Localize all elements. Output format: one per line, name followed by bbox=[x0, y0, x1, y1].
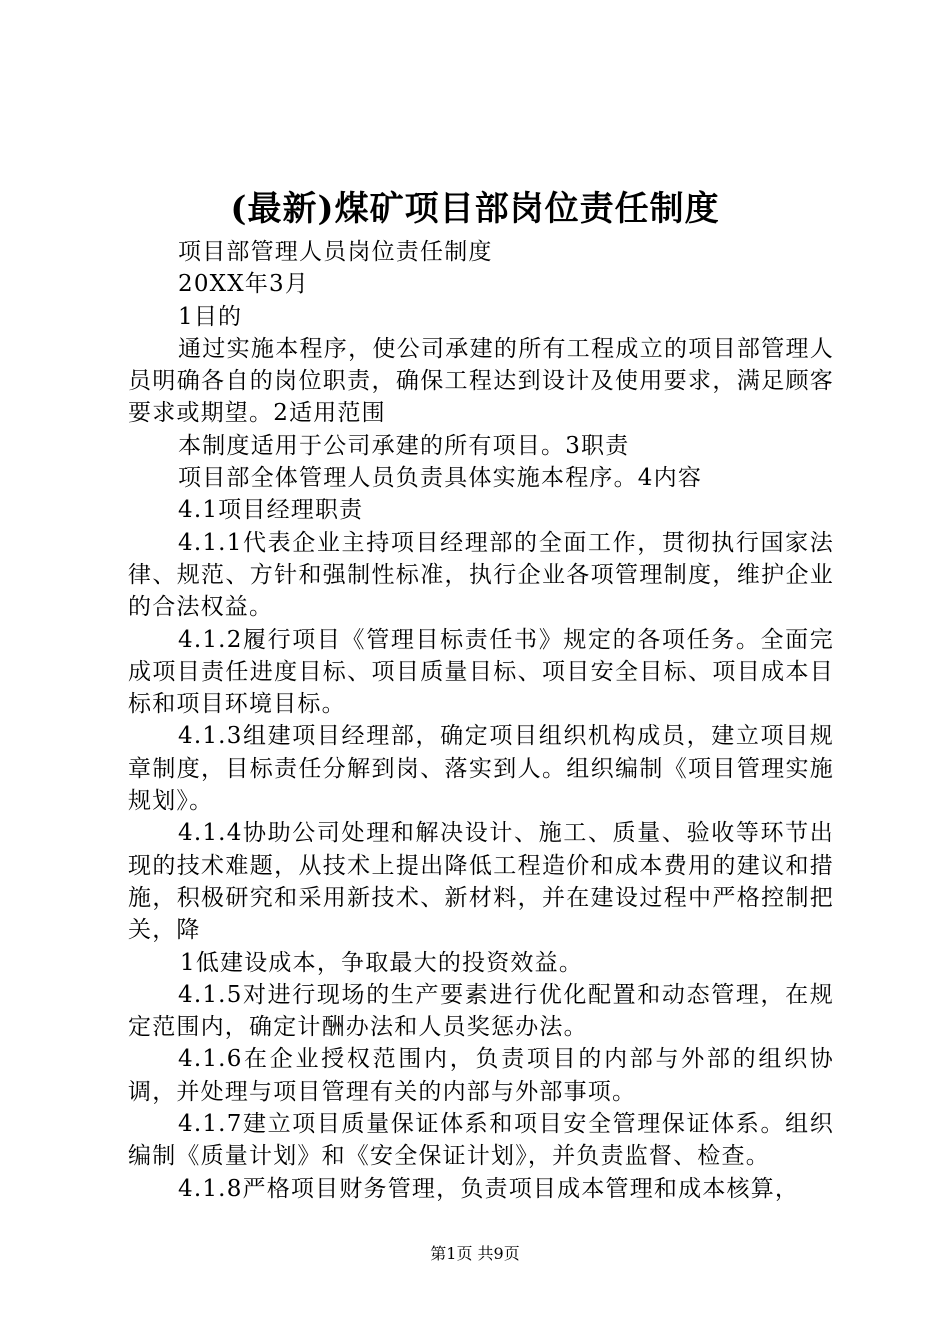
paragraph: 1低建设成本，争取最大的投资效益。 bbox=[180, 949, 584, 976]
page-number-footer: 第1页 共9页 bbox=[430, 1244, 520, 1263]
document-title: (最新)煤矿项目部岗位责任制度 bbox=[230, 189, 720, 229]
paragraph: 项目部全体管理人员负责具体实施本程序。4内容 bbox=[178, 465, 703, 492]
paragraph: 4.1.2履行项目《管理目标责任书》规定的各项任务。全面完成项目责任进度目标、项目质量目标、项目安全目标、项目成本目标和项目环境目标。 bbox=[128, 626, 834, 718]
paragraph: 4.1.3组建项目经理部，确定项目组织机构成员，建立项目规章制度，目标责任分解到岗、落实到人。组织编制《项目管理实施规划》。 bbox=[128, 723, 834, 815]
paragraph: 4.1.4协助公司处理和解决设计、施工、质量、验收等环节出现的技术难题，从技术上提出降低工程造价和成本费用的建议和措施，积极研究和采用新技术、新材料，并在建设过程中严格控制把关，降 bbox=[128, 820, 834, 944]
paragraph: 4.1.8严格项目财务管理，负责项目成本管理和成本核算， bbox=[178, 1175, 800, 1202]
paragraph: 4.1.6在企业授权范围内，负责项目的内部与外部的组织协调，并处理与项目管理有关的内部与外部事项。 bbox=[128, 1046, 834, 1105]
paragraph: 20XX年3月 bbox=[178, 271, 310, 298]
paragraph: 本制度适用于公司承建的所有项目。3职责 bbox=[178, 432, 630, 459]
paragraph: 4.1.5对进行现场的生产要素进行优化配置和动态管理，在规定范围内，确定计酬办法和人员奖惩办法。 bbox=[128, 981, 834, 1041]
document-body bbox=[128, 236, 834, 1205]
section-heading: 4.1项目经理职责 bbox=[178, 497, 364, 524]
paragraph: 通过实施本程序，使公司承建的所有工程成立的项目部管理人员明确各自的岗位职责，确保工程达到设计及使用要求，满足顾客要求或期望。2适用范围 bbox=[128, 335, 834, 427]
paragraph: 4.1.7建立项目质量保证体系和项目安全管理保证体系。组织编制《质量计划》和《安全保证计划》，并负责监督、检查。 bbox=[128, 1111, 834, 1170]
paragraph: 项目部管理人员岗位责任制度 bbox=[178, 239, 493, 265]
paragraph: 1目的 bbox=[178, 303, 243, 330]
paragraph: 4.1.1代表企业主持项目经理部的全面工作，贯彻执行国家法律、规范、方针和强制性标准，执行企业各项管理制度，维护企业的合法权益。 bbox=[128, 529, 834, 621]
